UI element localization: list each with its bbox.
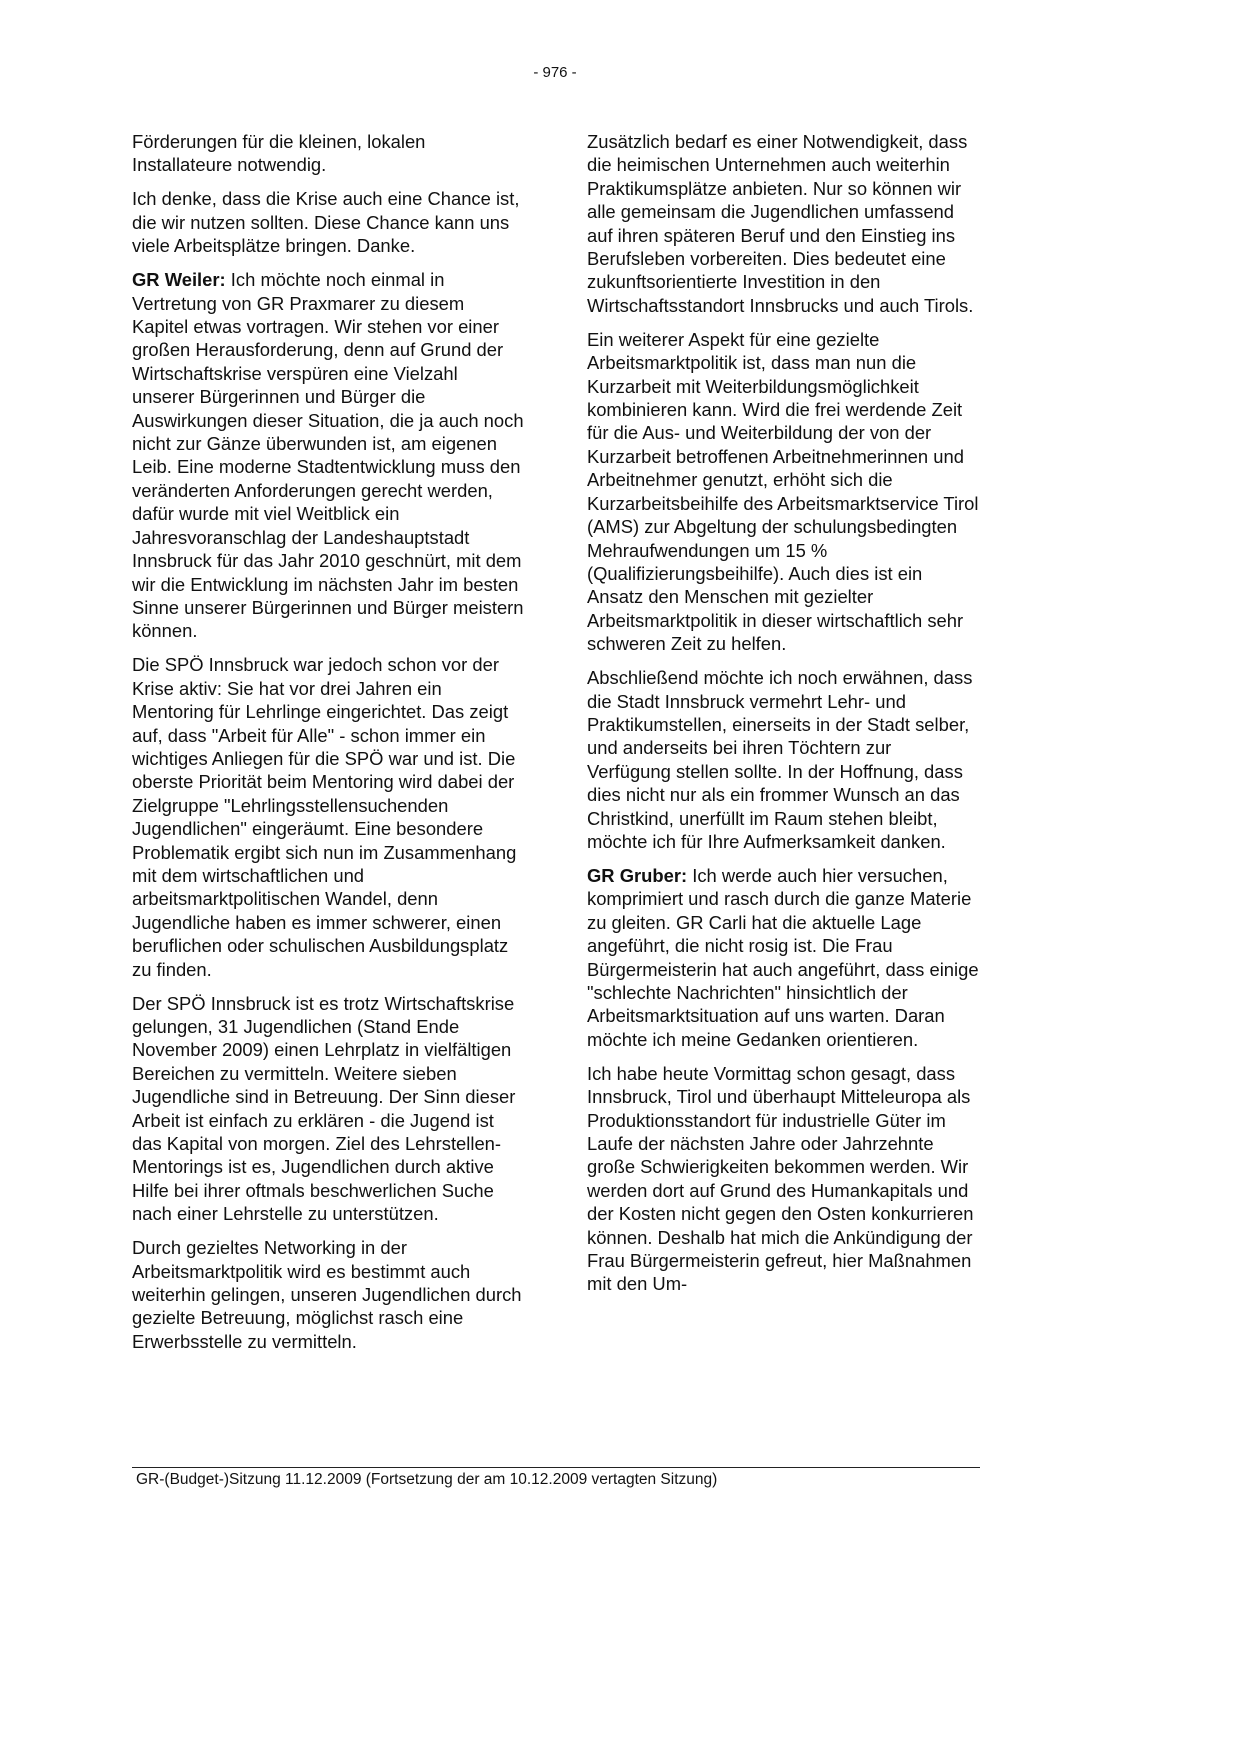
paragraph <box>132 268 524 643</box>
page-number: - 976 - <box>533 64 577 81</box>
paragraph-text: Abschließend möchte ich noch erwähnen, dass die Stadt Innsbruck vermehrt Lehr- und Praktikumstellen, einerseits in der Stadt selber, und anderseits bei ihren Töchtern zur Verfügung stellen sollte. In der Hoffnung, dass dies nicht nur als ein frommer Wunsch an das Christkind, unerfüllt im Raum stehen bleibt, möchte ich für Ihre Aufmerksamkeit danken. <box>587 667 973 852</box>
right-column <box>587 130 979 1306</box>
paragraph <box>132 130 524 177</box>
paragraph-text: Ich möchte noch einmal in Vertretung von GR Praxmarer zu diesem Kapitel etwas vortragen. Wir stehen vor einer großen Herausforderung, denn auf Grund der Wirtschaftskrise verspüren eine Vielzahl unserer Bürgerinnen und Bürger die Auswirkungen dieser Situation, die ja auch noch nicht zur Gänze überwunden ist, am eigenen Leib. Eine moderne Stadtentwicklung muss den veränderten Anforderungen gerecht werden, dafür wurde mit viel Weitblick ein Jahresvoranschlag der Landeshauptstadt Innsbruck für das Jahr 2010 geschnürt, mit dem wir die Entwicklung im nächsten Jahr im besten Sinne unserer Bürgerinnen und Bürger meistern können. <box>132 269 524 642</box>
paragraph <box>132 992 524 1226</box>
paragraph-text: Ich habe heute Vormittag schon gesagt, dass Innsbruck, Tirol und überhaupt Mitteleuropa als Produktionsstandort für industrielle Güter im Laufe der nächsten Jahre oder Jahrzehnte große Schwierigkeiten bekommen werden. Wir werden dort auf Grund des Humankapitals und der Kosten nicht gegen den Osten konkurrieren können. Deshalb hat mich die Ankündigung der Frau Bürgermeisterin gefreut, hier Maßnahmen mit den Um- <box>587 1062 974 1295</box>
paragraph <box>587 328 979 656</box>
paragraph-text: Ich denke, dass die Krise auch eine Chance ist, die wir nutzen sollten. Diese Chance kann uns viele Arbeitsplätze bringen. Danke. <box>132 188 520 257</box>
paragraph <box>132 653 524 981</box>
footer-text: GR-(Budget-)Sitzung 11.12.2009 (Fortsetzung der am 10.12.2009 vertagten Sitzung) <box>136 1471 718 1488</box>
paragraph <box>587 130 979 317</box>
paragraph-text: Förderungen für die kleinen, lokalen Installateure notwendig. <box>132 131 426 176</box>
paragraph-text: Zusätzlich bedarf es einer Notwendigkeit, dass die heimischen Unternehmen auch weiterhin Praktikumsplätze anbieten. Nur so können wir alle gemeinsam die Jugendlichen umfassend auf ihren späteren Beruf und den Einstieg ins Berufsleben vorbereiten. Dies bedeutet eine zukunftsorientierte Investition in den Wirtschaftsstandort Innsbrucks und auch Tirols. <box>587 131 974 316</box>
paragraph-text: Ein weiterer Aspekt für eine gezielte Arbeitsmarktpolitik ist, dass man nun die Kurzarbeit mit Weiterbildungsmöglichkeit kombinieren kann. Wird die frei werdende Zeit für die Aus- und Weiterbildung der von der Kurzarbeit betroffenen Arbeitnehmerinnen und Arbeitnehmer genutzt, erhöht sich die Kurzarbeitsbeihilfe des Arbeitsmarktservice Tirol (AMS) zur Abgeltung der schulungsbedingten Mehraufwendungen um 15 % (Qualifizierungsbeihilfe). Auch dies ist ein Ansatz den Menschen mit gezielter Arbeitsmarktpolitik in dieser wirtschaftlich sehr schweren Zeit zu helfen. <box>587 328 979 655</box>
footer-divider <box>132 1467 980 1468</box>
paragraph-text: Durch gezieltes Networking in der Arbeitsmarktpolitik wird es bestimmt auch weiterhin gelingen, unseren Jugendlichen durch gezielte Betreuung, möglichst rasch eine Erwerbsstelle zu vermitteln. <box>132 1237 522 1352</box>
paragraph <box>587 666 979 853</box>
paragraph-text: Ich werde auch hier versuchen, komprimiert und rasch durch die ganze Materie zu gleiten. GR Carli hat die aktuelle Lage angeführt, die nicht rosig ist. Die Frau Bürgermeisterin hat auch angeführt, dass einige "schlechte Nachrichten" hinsichtlich der Arbeitsmarktsituation auf uns warten. Daran möchte ich meine Gedanken orientieren. <box>587 864 979 1050</box>
paragraph-text: Die SPÖ Innsbruck war jedoch schon vor der Krise aktiv: Sie hat vor drei Jahren ein Mentoring für Lehrlinge eingerichtet. Das zeigt auf, dass "Arbeit für Alle" - schon immer ein wichtiges Anliegen für die SPÖ war und ist. Die oberste Priorität beim Mentoring wird dabei der Zielgruppe "Lehrlingsstellensuchenden Jugendlichen" eingeräumt. Eine besondere Problematik ergibt sich nun im Zusammenhang mit dem wirtschaftlichen und arbeitsmarktpolitischen Wandel, denn Jugendliche haben es immer schwerer, einen beruflichen oder schulischen Ausbildungsplatz zu finden. <box>132 654 517 980</box>
paragraph <box>587 864 979 1051</box>
paragraph <box>132 1236 524 1353</box>
speaker-name: GR Gruber: <box>587 864 688 886</box>
paragraph <box>132 187 524 257</box>
left-column <box>132 130 524 1364</box>
paragraph-text: Der SPÖ Innsbruck ist es trotz Wirtschaftskrise gelungen, 31 Jugendlichen (Stand Ende November 2009) einen Lehrplatz in vielfältigen Bereichen zu vermitteln. Weitere sieben Jugendliche sind in Betreuung. Der Sinn dieser Arbeit ist einfach zu erklären - die Jugend ist das Kapital von morgen. Ziel des Lehrstellen-Mentorings ist es, Jugendlichen durch aktive Hilfe bei ihrer oftmals beschwerlichen Suche nach einer Lehrstelle zu unterstützen. <box>132 992 516 1225</box>
paragraph <box>587 1062 979 1296</box>
speaker-name: GR Weiler: <box>132 269 226 291</box>
